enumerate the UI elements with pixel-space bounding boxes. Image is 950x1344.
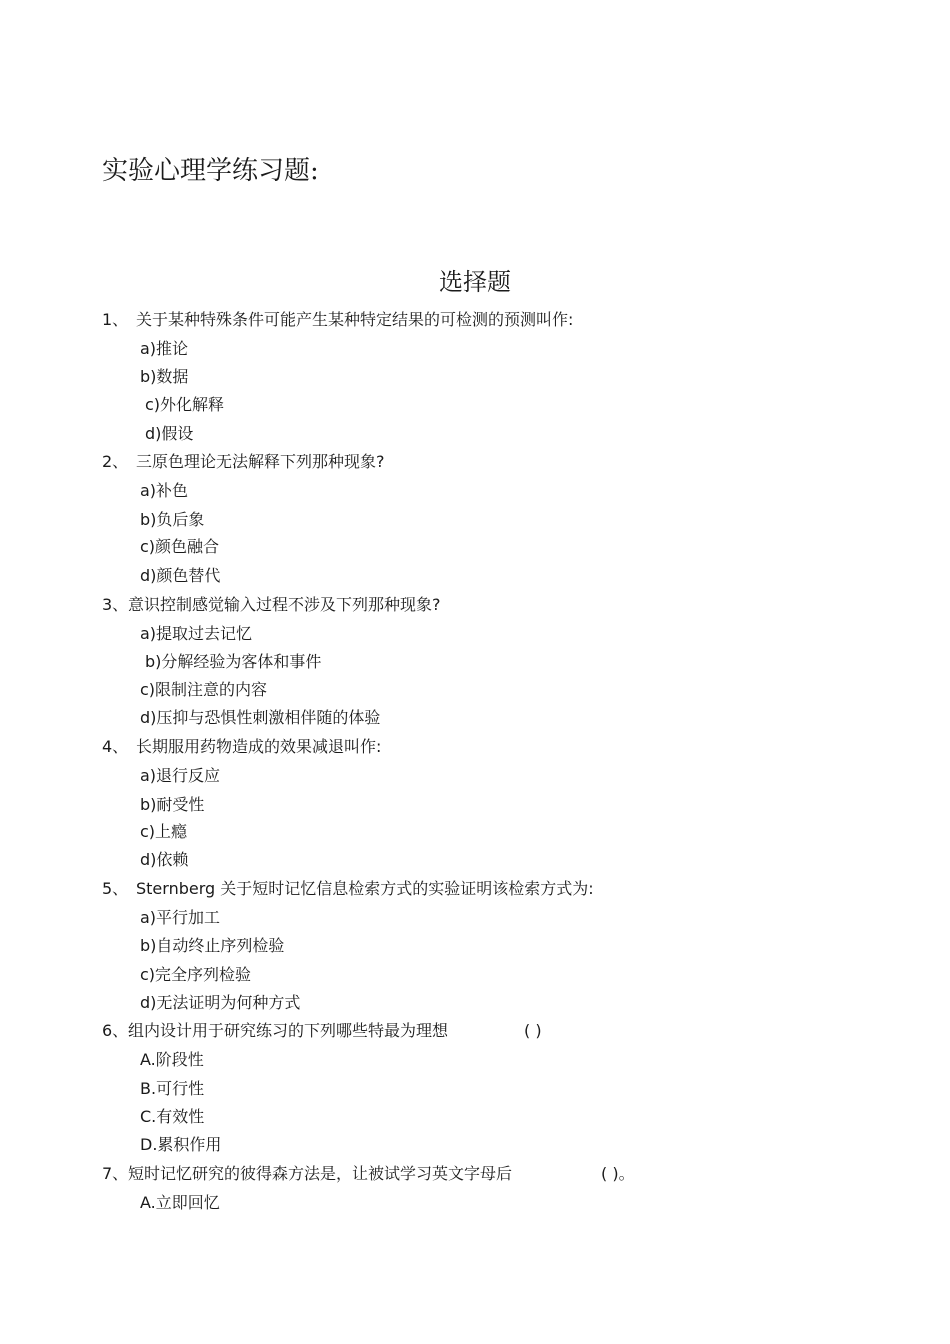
question-text: 组内设计用于研究练习的下列哪些特最为理想 (128, 1021, 449, 1040)
question-number: 5、 (102, 879, 129, 898)
option-3a: a)提取过去记忆 (140, 624, 253, 643)
option-2c: c)颜色融合 (140, 537, 220, 556)
option-3c: c)限制注意的内容 (140, 680, 268, 699)
option-7a: A.立即回忆 (140, 1193, 220, 1212)
option-2a: a)补色 (140, 481, 189, 500)
question-6 (102, 1021, 448, 1041)
question-number: 7、 (102, 1164, 129, 1183)
question-text: 意识控制感觉输入过程不涉及下列那种现象? (128, 595, 441, 614)
option-5d: d)无法证明为何种方式 (140, 993, 301, 1012)
question-2 (102, 452, 385, 472)
question-text: 长期服用药物造成的效果减退叫作: (136, 737, 382, 756)
option-4a: a)退行反应 (140, 766, 221, 785)
question-1 (102, 310, 573, 330)
option-2d: d)颜色替代 (140, 566, 221, 585)
question-text: 三原色理论无法解释下列那种现象? (136, 452, 385, 471)
question-5 (102, 879, 594, 899)
answer-blank-7: ( )。 (601, 1164, 635, 1183)
question-number: 1、 (102, 310, 129, 329)
option-1a: a)推论 (140, 339, 189, 358)
document-title: 实验心理学练习题: (102, 156, 319, 186)
question-number: 3、 (102, 595, 129, 614)
option-5a: a)平行加工 (140, 908, 221, 927)
question-number: 4、 (102, 737, 129, 756)
answer-blank-6: ( ) (524, 1021, 542, 1040)
option-3b: b)分解经验为客体和事件 (145, 652, 322, 671)
option-5b: b)自动终止序列检验 (140, 936, 285, 955)
option-6b: B.可行性 (140, 1079, 205, 1098)
option-6c: C.有效性 (140, 1107, 205, 1126)
section-title: 选择题 (439, 268, 511, 296)
question-3 (102, 595, 441, 615)
option-1b: b)数据 (140, 367, 189, 386)
question-4 (102, 737, 381, 757)
option-4b: b)耐受性 (140, 795, 205, 814)
option-1c: c)外化解释 (145, 395, 225, 414)
question-7 (102, 1164, 512, 1184)
question-number: 6、 (102, 1021, 129, 1040)
option-6d: D.累积作用 (140, 1135, 222, 1154)
question-number: 2、 (102, 452, 129, 471)
option-2b: b)负后象 (140, 510, 205, 529)
question-text: Sternberg 关于短时记忆信息检索方式的实验证明该检索方式为: (136, 879, 594, 898)
option-4d: d)依赖 (140, 850, 189, 869)
question-text: 关于某种特殊条件可能产生某种特定结果的可检测的预测叫作: (136, 310, 574, 329)
option-3d: d)压抑与恐惧性刺激相伴随的体验 (140, 708, 381, 727)
option-5c: c)完全序列检验 (140, 965, 252, 984)
question-text: 短时记忆研究的彼得森方法是，让被试学习英文字母后 (128, 1164, 513, 1183)
option-4c: c)上瘾 (140, 822, 188, 841)
option-6a: A.阶段性 (140, 1050, 204, 1069)
option-1d: d)假设 (145, 424, 194, 443)
